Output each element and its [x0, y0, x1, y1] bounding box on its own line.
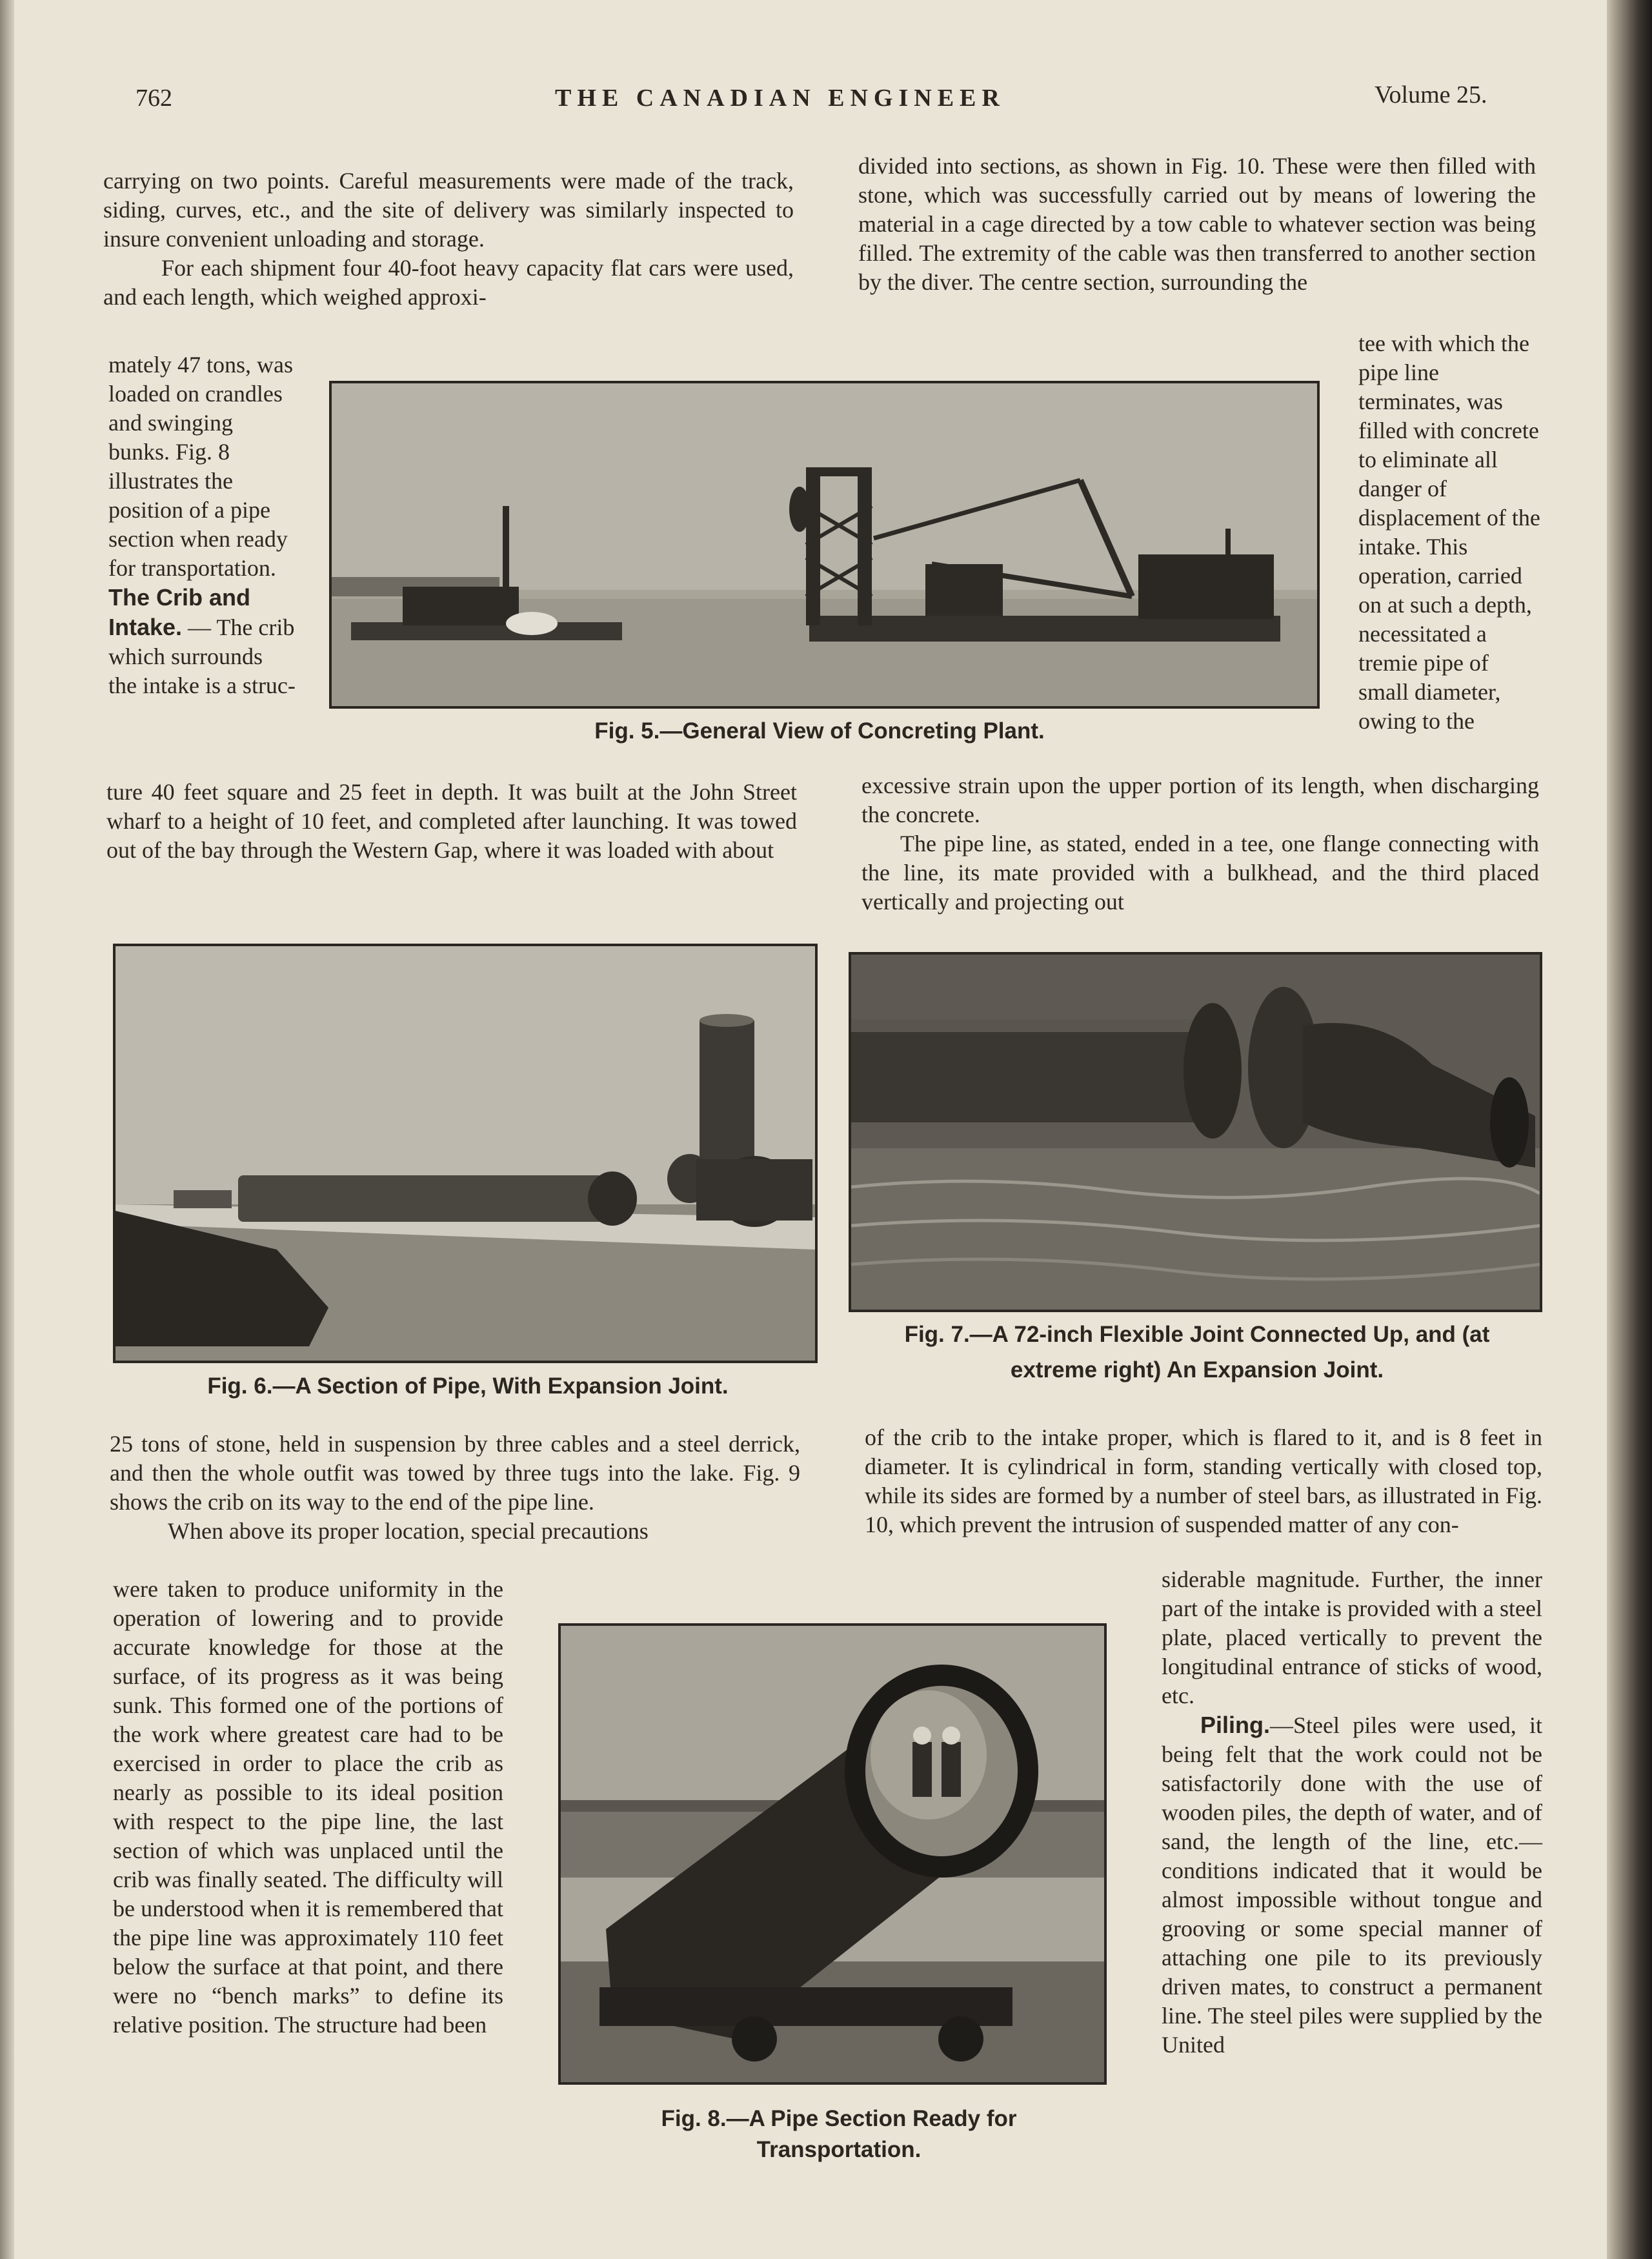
left-column-top — [103, 167, 794, 312]
paragraph: tee with which the pipe line terminates, was filled with concrete to eliminate all danger of displacement of the intake. This operation, carried on at such a depth, necessitated a tremie pipe of small diameter, owing to the — [1358, 330, 1540, 734]
paragraph-text: —Steel piles were used, it being felt that the work could not be satisfactorily done with the use of wooden piles, the depth of water, and of sand, the length of the line, etc.— conditions indicated that it would be almost impossible without tongue and grooving or some special manner of attaching one pile to its previously driven mates, to construct a permanent line. The steel piles were supplied by the United — [1162, 1712, 1542, 2058]
right-column-bottom — [865, 1423, 1542, 1539]
section-heading: Piling. — [1200, 1712, 1270, 1738]
paragraph: mately 47 tons, was loaded on crandles and swinging bunks. Fig. 8 illustrates the position of a pipe section when ready for transportation. — [108, 352, 293, 581]
paragraph: ture 40 feet square and 25 feet in depth. It was built at the John Street wharf to a height of 10 feet, and completed after launching. It was towed out of the bay through the Western Gap, where it was loaded with about — [106, 779, 797, 863]
page-gutter-shadow — [0, 0, 14, 2259]
figure-7-caption-line-1: Fig. 7.—A 72-inch Flexible Joint Connected Up, and (at — [904, 1322, 1490, 1347]
paragraph — [1162, 1710, 1542, 2060]
figure-7-photo — [849, 952, 1542, 1312]
figure-5-photo — [329, 381, 1320, 709]
right-column-top — [858, 152, 1536, 297]
left-column-narrow — [108, 350, 296, 700]
figure-5-caption: Fig. 5.—General View of Concreting Plant. — [594, 718, 1045, 744]
paragraph-text: — The crib which surrounds the intake is a struc- — [108, 614, 296, 698]
paragraph: carrying on two points. Careful measurements were made of the track, siding, curves, etc., and the site of delivery was similarly inspected to insure convenient unloading and storage. — [103, 168, 794, 252]
right-column-continued — [861, 771, 1539, 917]
paragraph: divided into sections, as shown in Fig. 10. These were then filled with stone, which was successfully carried out by means of lowering the material in a cage directed by a tow cable to whatever section was being filled. The extremity of the cable was then transferred to another section by the diver. The centre section, surrounding the — [858, 153, 1536, 295]
figure-8-caption-line-1: Fig. 8.—A Pipe Section Ready for — [661, 2106, 1017, 2131]
section-heading: The Crib and Intake. — [108, 584, 251, 640]
left-column-bottom — [110, 1430, 800, 1546]
paragraph: were taken to produce uniformity in the operation of lowering and to provide accurate knowledge for those at the surface, of its progress as it was being sunk. This formed one of the portions of the work where greatest care had to be exercised in order to place the crib as nearly as possible to its ideal position with respect to the pipe line, the last section of which was unplaced until the crib was finally seated. The difficulty will be understood when it is remembered that the pipe line was approximately 110 feet below the surface at that point, and there were no “bench marks” to define its relative position. The structure had been — [113, 1576, 503, 2038]
journal-title: THE CANADIAN ENGINEER — [555, 85, 1005, 112]
paragraph: The pipe line, as stated, ended in a tee, one flange connecting with the line, its mate provided with a bulkhead, and the third placed vertically and projecting out — [861, 831, 1539, 915]
figure-6-photo — [113, 944, 818, 1363]
page-edge-shadow — [1607, 0, 1652, 2259]
paragraph: When above its proper location, special precautions — [168, 1518, 649, 1544]
left-column-bottom-narrow — [113, 1575, 503, 2040]
paragraph — [108, 583, 296, 700]
paragraph: 25 tons of stone, held in suspension by three cables and a steel derrick, and then the whole outfit was towed by three tugs into the lake. Fig. 9 shows the crib on its way to the end of the pipe line. — [110, 1431, 800, 1515]
paragraph: excessive strain upon the upper portion of its length, when discharging the concrete. — [861, 773, 1539, 827]
volume-label: Volume 25. — [1375, 81, 1487, 108]
figure-7-caption-line-2: extreme right) An Expansion Joint. — [1010, 1357, 1384, 1383]
left-column-continued — [106, 778, 797, 865]
right-column-narrow — [1358, 329, 1542, 736]
page-number: 762 — [136, 85, 172, 112]
figure-6-caption: Fig. 6.—A Section of Pipe, With Expansion Joint. — [207, 1373, 729, 1399]
paragraph: For each shipment four 40-foot heavy capacity flat cars were used, and each length, which weighed approxi- — [103, 255, 794, 310]
figure-8-photo — [558, 1623, 1107, 2085]
right-column-bottom-narrow — [1162, 1565, 1542, 2060]
paragraph: siderable magnitude. Further, the inner part of the intake is provided with a steel plate, placed vertically to prevent the longitudinal entrance of sticks of wood, etc. — [1162, 1566, 1542, 1708]
paragraph: of the crib to the intake proper, which is flared to it, and is 8 feet in diameter. It is cylindrical in form, standing vertically with closed top, while its sides are formed by a number of steel bars, as illustrated in Fig. 10, which prevent the intrusion of suspended matter of any con- — [865, 1424, 1542, 1537]
figure-8-caption-line-2: Transportation. — [756, 2137, 922, 2162]
